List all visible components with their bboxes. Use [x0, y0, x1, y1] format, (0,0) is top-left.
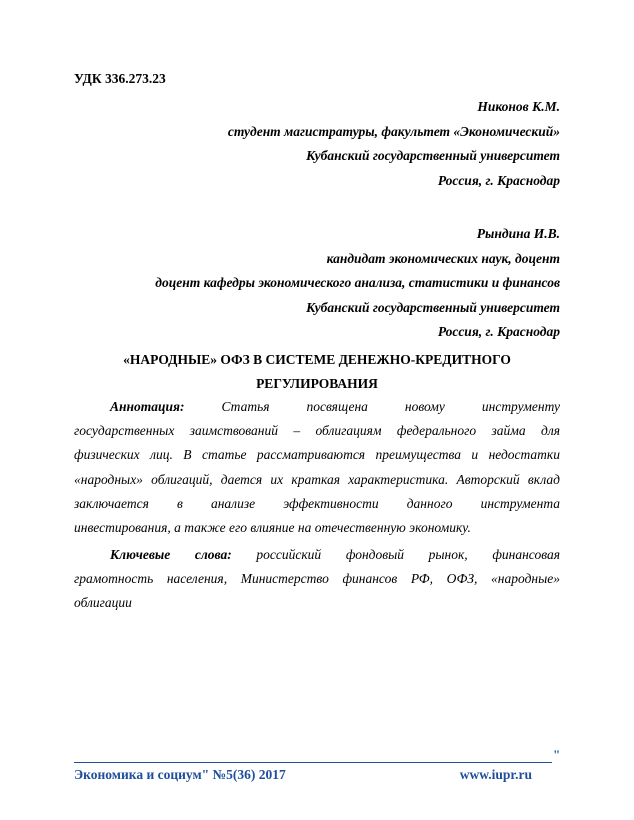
abstract-line: государственных заимствований – облигациям федерального займа для — [74, 423, 560, 439]
title-line-1: «НАРОДНЫЕ» ОФЗ В СИСТЕМЕ ДЕНЕЖНО-КРЕДИТНОГО — [123, 352, 511, 367]
footer-quote-mark: " — [553, 747, 561, 762]
author-affiliation: Кубанский государственный университет — [306, 148, 560, 163]
author-name: Рындина И.В. — [476, 226, 560, 241]
keywords-line: грамотность населения, Министерство финансов РФ, ОФЗ, «народные» — [74, 571, 560, 587]
abstract-line: физических лиц. В статье рассматриваются преимущества и недостатки — [74, 447, 560, 463]
author-name: Никонов К.М. — [477, 99, 560, 114]
author-position: студент магистратуры, факультет «Экономический» — [227, 123, 560, 139]
author-location: Россия, г. Краснодар — [437, 172, 560, 188]
author-degree: кандидат экономических наук, доцент — [326, 250, 560, 266]
keywords-label: Ключевые слова: — [110, 547, 232, 562]
author-block-2 — [40, 222, 560, 345]
footer-divider — [74, 762, 552, 763]
udc-code: УДК 336.273.23 — [74, 71, 166, 86]
abstract-line: Аннотация: Статья посвящена новому инструменту — [110, 399, 560, 414]
title-line-2: РЕГУЛИРОВАНИЯ — [256, 376, 378, 391]
abstract-line: заключается в анализе эффективности данного инструмента — [74, 495, 560, 511]
footer-journal: Экономика и социум" №5(36) 2017 — [74, 767, 286, 782]
author-block-1 — [40, 95, 560, 193]
keywords-line: облигации — [74, 595, 132, 611]
abstract-line: инвестирования, а также его влияние на отечественную экономику. — [74, 520, 471, 536]
abstract-label: Аннотация: — [110, 399, 185, 414]
footer-website-link[interactable]: www.iupr.ru — [459, 767, 532, 782]
keywords-line: Ключевые слова: российский фондовый рынок, финансовая — [110, 547, 561, 562]
abstract-line: «народных» облигаций, дается их краткая характеристика. Авторский вклад — [74, 471, 560, 487]
keywords — [74, 543, 560, 616]
author-location: Россия, г. Краснодар — [437, 324, 560, 339]
abstract — [74, 395, 560, 540]
article-title — [74, 348, 560, 396]
author-position: доцент кафедры экономического анализа, статистики и финансов — [155, 275, 560, 290]
author-affiliation: Кубанский государственный университет — [306, 299, 560, 315]
